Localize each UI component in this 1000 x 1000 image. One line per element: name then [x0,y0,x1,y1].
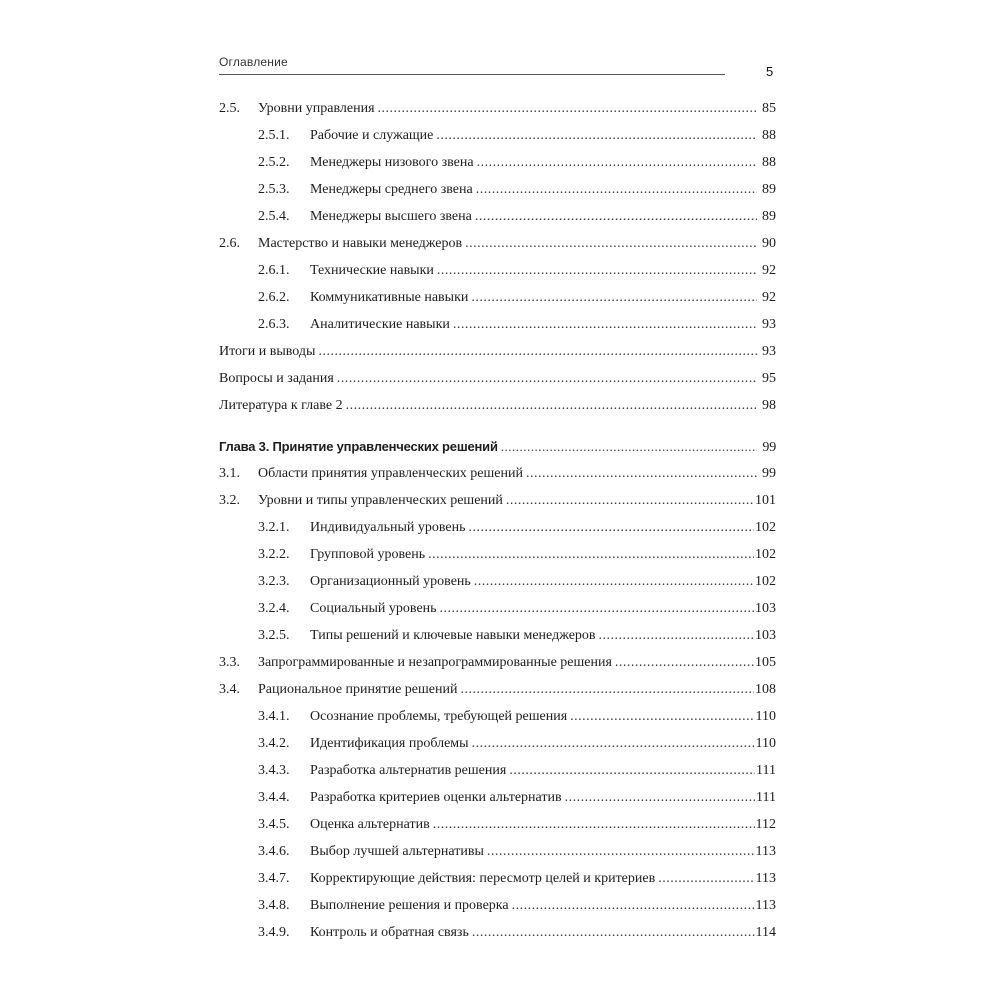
toc-entry[interactable] [258,178,776,202]
entry-title: Запрограммированные и незапрограммированные решения [258,655,612,670]
entry-number: 3.4.8. [258,898,290,913]
entry-page: 98 [762,398,776,413]
entry-title: Типы решений и ключевые навыки менеджеров [310,628,596,643]
entry-title: Корректирующие действия: пересмотр целей и критериев [310,871,656,886]
entry-number: 2.6.2. [258,290,290,305]
toc-entry[interactable] [258,840,776,864]
entry-page: 102 [755,574,776,589]
entry-number: 3.3. [219,655,240,670]
entry-number: 2.6. [219,236,240,251]
entry-title: Выполнение решения и проверка [310,898,509,913]
entry-page: 99 [762,440,776,455]
dot-leader [475,205,757,229]
entry-title: Вопросы и задания [219,371,334,386]
toc-entry[interactable] [258,921,776,945]
entry-number: 2.5.1. [258,128,290,143]
dot-leader [337,367,757,391]
toc-chapter-entry[interactable] [219,435,776,459]
entry-page: 90 [762,236,776,251]
entry-number: 3.2.4. [258,601,290,616]
entry-page: 93 [762,317,776,332]
toc-entry[interactable] [258,313,776,337]
toc-entry[interactable] [258,624,776,648]
dot-leader [346,394,757,418]
entry-title: Индивидуальный уровень [310,520,466,535]
entry-page: 113 [755,898,776,913]
toc-entry[interactable] [258,543,776,567]
entry-number: 3.1. [219,466,240,481]
entry-title: Контроль и обратная связь [310,925,469,940]
toc-entry[interactable] [258,124,776,148]
entry-page: 92 [762,263,776,278]
entry-title: Менеджеры высшего звена [310,209,472,224]
entry-page: 112 [755,817,776,832]
entry-title: Разработка альтернатив решения [310,763,507,778]
dot-leader [570,705,754,729]
entry-number: 3.4.2. [258,736,290,751]
toc-entry[interactable] [258,286,776,310]
dot-leader [506,489,754,513]
running-header: Оглавление [219,55,288,69]
toc-entry[interactable] [258,732,776,756]
entry-page: 95 [762,371,776,386]
entry-title: Организационный уровень [310,574,471,589]
toc-entry[interactable] [258,894,776,918]
entry-page: 113 [755,871,776,886]
toc-entry[interactable] [219,97,776,121]
entry-title: Технические навыки [310,263,434,278]
entry-page: 111 [756,790,776,805]
entry-number: 2.6.1. [258,263,290,278]
chapter-title: Глава 3. Принятие управленческих решений [219,439,498,454]
page-number: 5 [766,64,774,79]
entry-number: 3.4. [219,682,240,697]
dot-leader [318,340,757,364]
entry-page: 105 [755,655,776,670]
toc-entry[interactable] [219,232,776,256]
dot-leader [378,97,757,121]
entry-title: Коммуникативные навыки [310,290,469,305]
entry-title: Менеджеры среднего звена [310,182,473,197]
toc-entry[interactable] [219,367,776,391]
entry-number: 3.4.7. [258,871,290,886]
entry-page: 102 [755,520,776,535]
entry-title: Осознание проблемы, требующей решения [310,709,568,724]
toc-entry[interactable] [219,462,776,486]
dot-leader [437,259,757,283]
dot-leader [428,543,754,567]
dot-leader [472,921,755,945]
entry-number: 3.2. [219,493,240,508]
dot-leader [471,286,757,310]
entry-page: 101 [755,493,776,508]
dot-leader [477,151,757,175]
toc-entry[interactable] [219,394,776,418]
entry-page: 108 [755,682,776,697]
dot-leader [509,759,755,783]
entry-page: 111 [756,763,776,778]
entry-title: Аналитические навыки [310,317,450,332]
dot-leader [436,124,757,148]
entry-page: 89 [762,182,776,197]
dot-leader [472,732,755,756]
toc-entry[interactable] [258,786,776,810]
entry-number: 2.5.4. [258,209,290,224]
entry-page: 103 [755,601,776,616]
entry-title: Групповой уровень [310,547,426,562]
dot-leader [461,678,755,702]
entry-number: 2.5.2. [258,155,290,170]
entry-number: 3.4.9. [258,925,290,940]
entry-page: 92 [762,290,776,305]
entry-page: 88 [762,128,776,143]
entry-number: 3.2.5. [258,628,290,643]
entry-page: 85 [762,101,776,116]
dot-leader [468,516,754,540]
entry-number: 3.4.1. [258,709,290,724]
entry-title: Менеджеры низового звена [310,155,474,170]
dot-leader [512,894,755,918]
dot-leader [658,867,754,891]
entry-title: Мастерство и навыки менеджеров [258,236,463,251]
dot-leader [599,624,754,648]
header-rule [219,74,725,75]
toc-entry[interactable] [219,651,776,675]
entry-number: 3.4.5. [258,817,290,832]
dot-leader [474,570,754,594]
dot-leader [526,462,757,486]
entry-title: Оценка альтернатив [310,817,430,832]
toc-entry[interactable] [258,151,776,175]
entry-page: 89 [762,209,776,224]
entry-page: 88 [762,155,776,170]
dot-leader [501,435,757,459]
toc-entry[interactable] [258,259,776,283]
dot-leader [433,813,755,837]
entry-title: Идентификация проблемы [310,736,469,751]
entry-title: Социальный уровень [310,601,437,616]
entry-number: 2.5.3. [258,182,290,197]
dot-leader [615,651,754,675]
entry-number: 2.6.3. [258,317,290,332]
entry-page: 113 [755,844,776,859]
toc-entry[interactable] [258,867,776,891]
entry-number: 2.5. [219,101,240,116]
dot-leader [476,178,757,202]
entry-number: 3.2.1. [258,520,290,535]
entry-title: Итоги и выводы [219,344,316,359]
entry-title: Уровни и типы управленческих решений [258,493,503,508]
entry-number: 3.2.2. [258,547,290,562]
entry-title: Области принятия управленческих решений [258,466,523,481]
toc-entry[interactable] [258,597,776,621]
entry-page: 110 [755,736,776,751]
entry-number: 3.4.3. [258,763,290,778]
entry-title: Литература к главе 2 [219,398,343,413]
toc-entry[interactable] [258,516,776,540]
entry-title: Разработка критериев оценки альтернатив [310,790,562,805]
dot-leader [453,313,757,337]
entry-number: 3.4.6. [258,844,290,859]
dot-leader [565,786,755,810]
entry-page: 99 [762,466,776,481]
toc-entry[interactable] [258,813,776,837]
entry-page: 114 [755,925,776,940]
toc-entry[interactable] [258,759,776,783]
toc-entry[interactable] [258,205,776,229]
entry-title: Рациональное принятие решений [258,682,458,697]
dot-leader [487,840,755,864]
toc-entry[interactable] [258,570,776,594]
entry-title: Уровни управления [258,101,375,116]
toc-entry[interactable] [219,678,776,702]
entry-page: 93 [762,344,776,359]
toc-entry[interactable] [219,489,776,513]
entry-page: 110 [755,709,776,724]
entry-number: 3.4.4. [258,790,290,805]
entry-page: 102 [755,547,776,562]
dot-leader [440,597,754,621]
entry-title: Рабочие и служащие [310,128,434,143]
toc-entry[interactable] [258,705,776,729]
dot-leader [465,232,757,256]
entry-page: 103 [755,628,776,643]
entry-title: Выбор лучшей альтернативы [310,844,484,859]
toc-entry[interactable] [219,340,776,364]
entry-number: 3.2.3. [258,574,290,589]
